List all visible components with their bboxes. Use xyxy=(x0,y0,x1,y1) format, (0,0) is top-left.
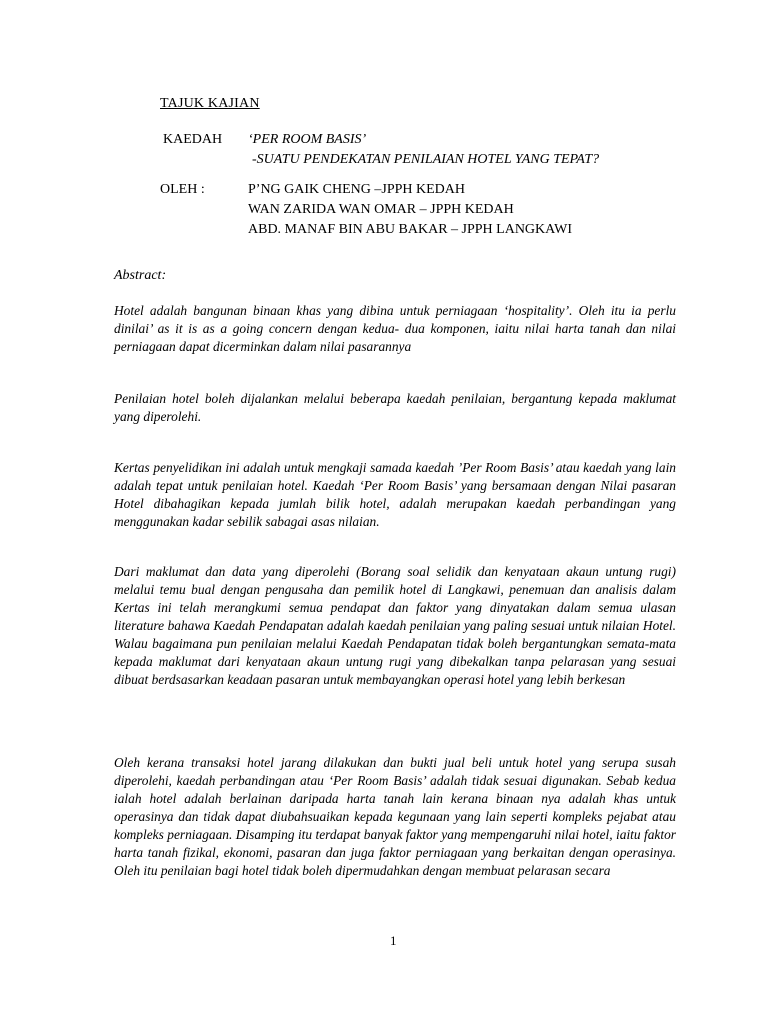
author-list xyxy=(248,180,572,240)
page-number: 1 xyxy=(390,933,397,948)
kaedah-value xyxy=(248,130,599,170)
document-title: TAJUK KAJIAN xyxy=(160,96,260,111)
kaedah-line-2: -SUATU PENDEKATAN PENILAIAN HOTEL YANG TEPAT? xyxy=(252,152,600,167)
kaedah-line-1: ‘PER ROOM BASIS’ xyxy=(248,132,367,147)
kaedah-label: KAEDAH xyxy=(163,132,223,147)
paragraph-3: Kertas penyelidikan ini adalah untuk mengkaji samada kaedah ’Per Room Basis’ atau kaedah yang lain adalah tepat untuk penilaian hotel. Kaedah ‘Per Room Basis’ yang bersamaan dengan Nilai pasaran Hotel dibahagikan kepada jumlah bilik hotel, adalah merupakan kaedah perbandingan yang menggunakan kadar sebilik sabagai asas nilaian. xyxy=(114,460,676,529)
paragraph-4: Dari maklumat dan data yang diperolehi (Borang soal selidik dan kenyataan akaun untung rugi) melalui temu bual dengan pengusaha dan pemilik hotel di Langkawi, penemuan dan analisis dalam Kertas ini telah merangkumi semua pendapat dan faktor yang dinyatakan dalam semua ulasan literature bahawa Kaedah Pendapatan adalah kaedah penilaian yang paling sesuai untuk nilaian Hotel. Walau bagaimana pun penilaian melalui Kaedah Pendapatan tidak boleh bergantungkan semata-mata kepada maklumat dari kenyataan akaun untung rugi yang dibekalkan tanpa pelarasan yang sesuai dibuat berdsasarkan keadaan pasaran untuk membayangkan operasi hotel yang lebih berkesan xyxy=(114,564,676,687)
author-3: ABD. MANAF BIN ABU BAKAR – JPPH LANGKAWI xyxy=(248,222,573,237)
paragraph-2: Penilaian hotel boleh dijalankan melalui beberapa kaedah penilaian, bergantung kepada maklumat yang diperolehi. xyxy=(114,391,676,424)
abstract-label: Abstract: xyxy=(114,268,167,283)
paragraph-5: Oleh kerana transaksi hotel jarang dilakukan dan bukti jual beli untuk hotel yang serupa susah diperolehi, kaedah perbandingan atau ‘Per Room Basis’ adalah tidak sesuai digunakan. Sebab kedua ialah hotel adalah berlainan daripada harta tanah lain kerana binaan nya adalah khas untuk operasinya dan tidak dapat diubahsuaikan kepada kegunaan yang lain seperti kompleks pejabat atau kompleks perniagaan. Disamping itu terdapat banyak faktor yang mempengaruhi nilai hotel, iaitu faktor harta tanah fizikal, ekonomi, pasaran dan juga faktor perniagaan yang berkaitan dengan operasinya. Oleh itu penilaian bagi hotel tidak boleh dipermudahkan dengan membuat pelarasan secara xyxy=(114,755,676,878)
author-2: WAN ZARIDA WAN OMAR – JPPH KEDAH xyxy=(248,202,514,217)
paragraph-1: Hotel adalah bangunan binaan khas yang dibina untuk perniagaan ‘hospitality’. Oleh itu ia perlu dinilai’ as it is as a going concern dengan kedua- dua komponen, iaitu nilai harta tanah dan nilai perniagaan dapat dicerminkan dalam nilai pasarannya xyxy=(114,303,676,354)
oleh-label: OLEH : xyxy=(160,182,205,197)
author-1: P’NG GAIK CHENG –JPPH KEDAH xyxy=(248,182,466,197)
